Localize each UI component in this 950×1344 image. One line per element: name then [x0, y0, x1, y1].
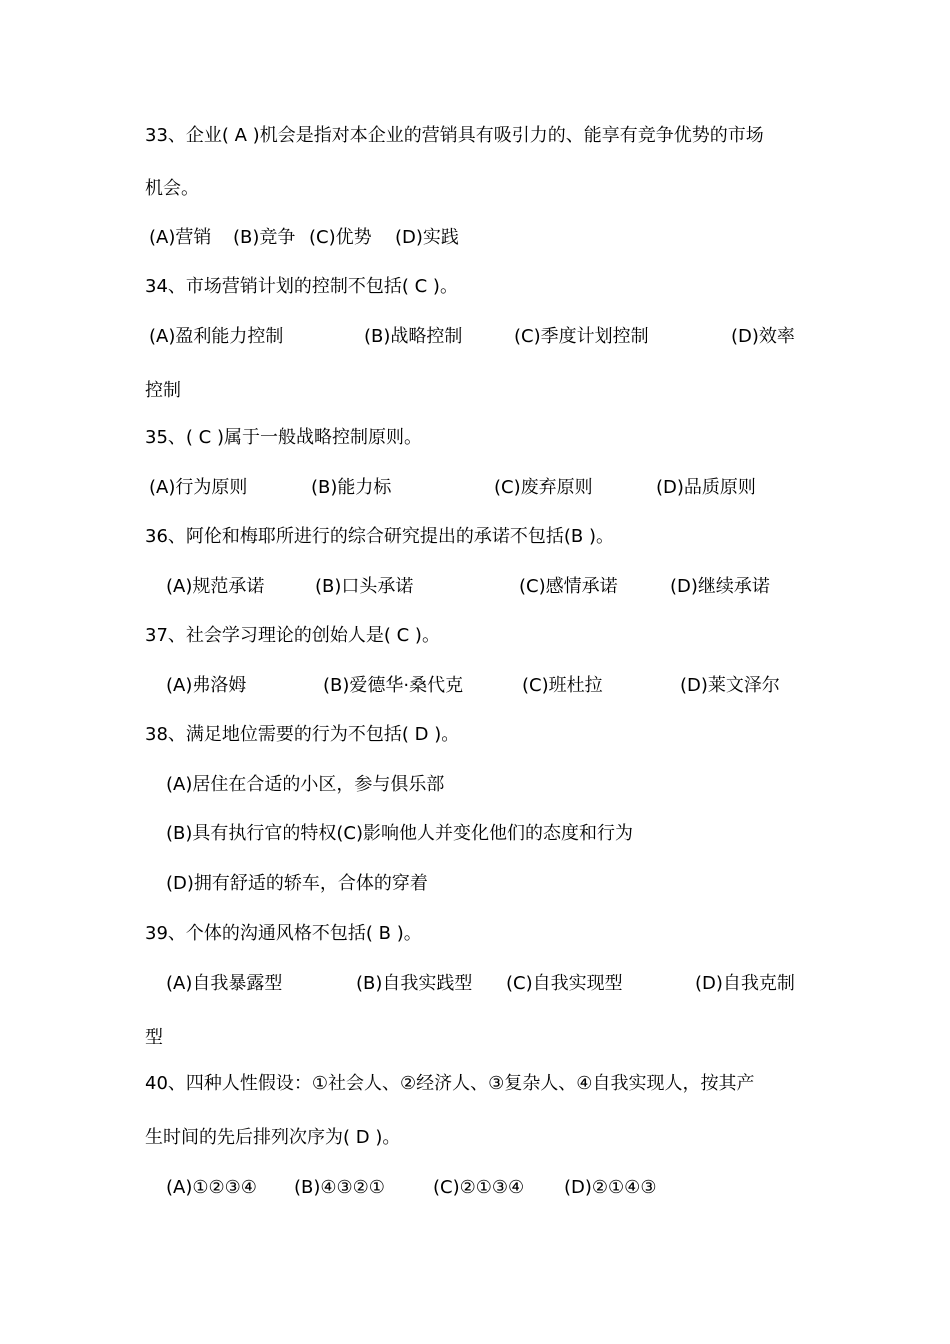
- option-34-c: (C)季度计划控制: [514, 326, 649, 347]
- option-33-a: (A)营销: [149, 227, 212, 248]
- option-35-c: (C)废弃原则: [494, 477, 593, 498]
- option-39-b: (B)自我实践型: [356, 973, 473, 994]
- option-38-line-1: (A)居住在合适的小区，参与俱乐部: [166, 774, 445, 795]
- option-39-d-wrap: 型: [145, 1027, 163, 1048]
- option-39-a: (A)自我暴露型: [166, 973, 283, 994]
- option-34-d-wrap: 控制: [145, 380, 181, 401]
- option-36-d: (D)继续承诺: [670, 576, 770, 597]
- option-33-b: (B)竞争: [233, 227, 296, 248]
- question-36-line-1: 36、阿伦和梅耶所进行的综合研究提出的承诺不包括(B )。: [145, 526, 615, 547]
- option-40-c: (C)②①③④: [433, 1177, 525, 1198]
- option-37-d: (D)莱文泽尔: [680, 675, 780, 696]
- option-35-b: (B)能力标: [311, 477, 392, 498]
- option-35-a: (A)行为原则: [149, 477, 248, 498]
- option-34-d: (D)效率: [731, 326, 795, 347]
- question-39-line-1: 39、个体的沟通风格不包括( B )。: [145, 923, 422, 944]
- option-38-line-2: (B)具有执行官的特权(C)影响他人并变化他们的态度和行为: [166, 823, 634, 844]
- option-37-c: (C)班杜拉: [522, 675, 603, 696]
- option-37-a: (A)弗洛姆: [166, 675, 247, 696]
- question-35-line-1: 35、( C )属于一般战略控制原则。: [145, 427, 422, 448]
- question-40-line-2: 生时间的先后排列次序为( D )。: [145, 1127, 401, 1148]
- option-33-d: (D)实践: [395, 227, 459, 248]
- option-36-c: (C)感情承诺: [519, 576, 618, 597]
- question-40-line-1: 40、四种人性假设：①社会人、②经济人、③复杂人、④自我实现人，按其产: [145, 1073, 755, 1094]
- option-38-line-3: (D)拥有舒适的轿车，合体的穿着: [166, 873, 428, 894]
- question-33-line-1: 33、企业( A )机会是指对本企业的营销具有吸引力的、能享有竞争优势的市场: [145, 125, 764, 146]
- option-40-b: (B)④③②①: [294, 1177, 385, 1198]
- option-35-d: (D)品质原则: [656, 477, 756, 498]
- question-38-line-1: 38、满足地位需要的行为不包括( D )。: [145, 724, 460, 745]
- option-40-a: (A)①②③④: [166, 1177, 257, 1198]
- option-34-b: (B)战略控制: [364, 326, 463, 347]
- question-33-line-2: 机会。: [145, 178, 199, 199]
- option-36-b: (B)口头承诺: [315, 576, 414, 597]
- option-33-c: (C)优势: [309, 227, 372, 248]
- option-39-d: (D)自我克制: [695, 973, 795, 994]
- option-34-a: (A)盈利能力控制: [149, 326, 284, 347]
- question-34-line-1: 34、市场营销计划的控制不包括( C )。: [145, 276, 458, 297]
- question-37-line-1: 37、社会学习理论的创始人是( C )。: [145, 625, 440, 646]
- option-40-d: (D)②①④③: [564, 1177, 657, 1198]
- option-39-c: (C)自我实现型: [506, 973, 623, 994]
- option-36-a: (A)规范承诺: [166, 576, 265, 597]
- option-37-b: (B)爱德华·桑代克: [323, 675, 464, 696]
